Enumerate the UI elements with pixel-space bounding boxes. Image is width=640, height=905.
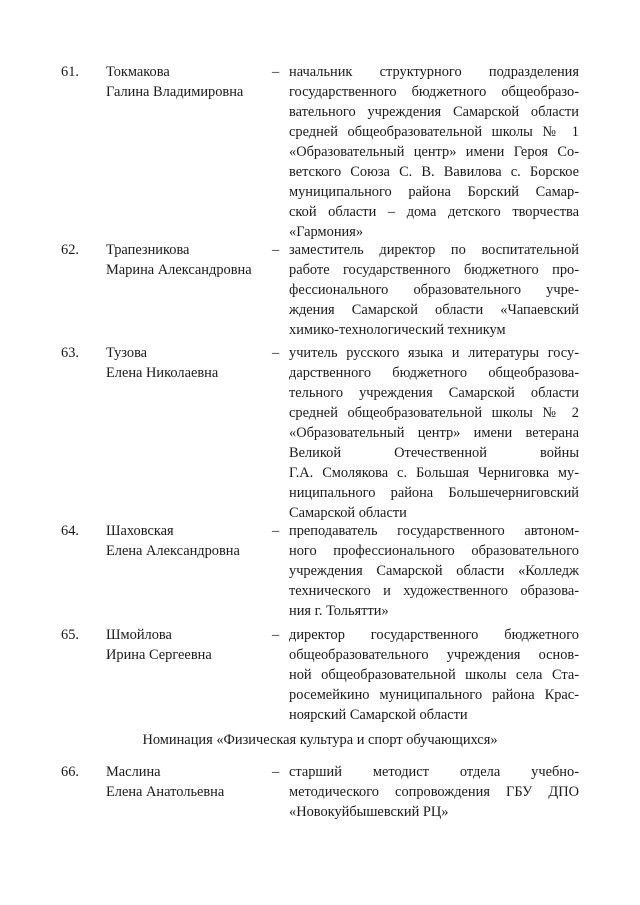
separator-dash: – xyxy=(272,64,280,80)
description-line: преподаватель государственного автоном- xyxy=(289,523,579,539)
description-line: тельного учреждения Самарской области xyxy=(289,385,579,401)
person-given-name: Галина Владимировна xyxy=(106,84,244,100)
description-line: государственного бюджетного общеобразо- xyxy=(289,84,579,100)
position-description xyxy=(289,521,579,621)
separator-dash: – xyxy=(272,627,280,643)
description-line: заместитель директор по воспитательной xyxy=(289,242,579,258)
position-description xyxy=(289,762,579,822)
entry-number: 65. xyxy=(61,627,79,643)
description-line: ного профессионального образовательного xyxy=(289,543,579,559)
description-line: Самарской области xyxy=(289,505,407,521)
description-line: старший методист отдела учебно- xyxy=(289,764,579,780)
description-line: ноярский Самарской области xyxy=(289,707,468,723)
description-line: «Гармония» xyxy=(289,224,364,240)
person-surname: Токмакова xyxy=(106,64,170,80)
description-line: «Образовательный центр» имени ветерана xyxy=(289,425,579,441)
description-line: Г.А. Смолякова с. Большая Черниговка му- xyxy=(289,465,579,481)
entry-number: 64. xyxy=(61,523,79,539)
position-description xyxy=(289,343,579,523)
description-line: технического и художественного образова- xyxy=(289,583,579,599)
description-line: ждения Самарской области «Чапаевский xyxy=(289,302,579,318)
person-name xyxy=(106,762,276,802)
description-line: ниципального района Большечерниговский xyxy=(289,485,579,501)
separator-dash: – xyxy=(272,764,280,780)
person-surname: Маслина xyxy=(106,764,161,780)
description-line: методического сопровождения ГБУ ДПО xyxy=(289,784,579,800)
person-given-name: Елена Николаевна xyxy=(106,365,219,381)
person-given-name: Елена Александровна xyxy=(106,543,240,559)
person-name xyxy=(106,240,276,280)
description-line: химико-технологический техникум xyxy=(289,322,506,338)
entry-number: 63. xyxy=(61,345,79,361)
description-line: ской области – дома детского творчества xyxy=(289,204,579,220)
separator-dash: – xyxy=(272,242,280,258)
person-surname: Шмойлова xyxy=(106,627,172,643)
description-line: директор государственного бюджетного xyxy=(289,627,579,643)
position-description xyxy=(289,625,579,725)
description-line: средней общеобразовательной школы № 1 xyxy=(289,124,579,140)
person-given-name: Марина Александровна xyxy=(106,262,252,278)
description-line: учреждения Самарской области «Колледж xyxy=(289,563,579,579)
description-line: муниципального района Борский Самар- xyxy=(289,184,579,200)
person-name xyxy=(106,521,276,561)
position-description xyxy=(289,62,579,242)
entry-number: 66. xyxy=(61,764,79,780)
description-line: ветского Союза С. В. Вавилова с. Борское xyxy=(289,164,579,180)
description-line: начальник структурного подразделения xyxy=(289,64,579,80)
separator-dash: – xyxy=(272,523,280,539)
description-line: Великой Отечественной войны xyxy=(289,445,579,461)
position-description xyxy=(289,240,579,340)
nomination-heading: Номинация «Физическая культура и спорт обучающихся» xyxy=(142,732,498,748)
description-line: росемейкино муниципального района Крас- xyxy=(289,687,579,703)
person-given-name: Ирина Сергеевна xyxy=(106,647,212,663)
description-line: фессионального образовательного учре- xyxy=(289,282,579,298)
description-line: ной общеобразовательной школы села Ста- xyxy=(289,667,579,683)
description-line: дарственного бюджетного общеобразова- xyxy=(289,365,579,381)
person-surname: Шаховская xyxy=(106,523,174,539)
description-line: «Образовательный центр» имени Героя Со- xyxy=(289,144,579,160)
person-name xyxy=(106,625,276,665)
description-line: средней общеобразовательной школы № 2 xyxy=(289,405,579,421)
description-line: учитель русского языка и литературы госу- xyxy=(289,345,579,361)
entry-number: 62. xyxy=(61,242,79,258)
person-name xyxy=(106,62,276,102)
entry-number: 61. xyxy=(61,64,79,80)
person-name xyxy=(106,343,276,383)
description-line: работе государственного бюджетного про- xyxy=(289,262,579,278)
person-surname: Трапезникова xyxy=(106,242,190,258)
description-line: ния г. Тольятти» xyxy=(289,603,389,619)
description-line: «Новокуйбышевский РЦ» xyxy=(289,804,449,820)
person-given-name: Елена Анатольевна xyxy=(106,784,225,800)
description-line: общеобразовательного учреждения основ- xyxy=(289,647,579,663)
person-surname: Тузова xyxy=(106,345,148,361)
separator-dash: – xyxy=(272,345,280,361)
description-line: вательного учреждения Самарской области xyxy=(289,104,579,120)
